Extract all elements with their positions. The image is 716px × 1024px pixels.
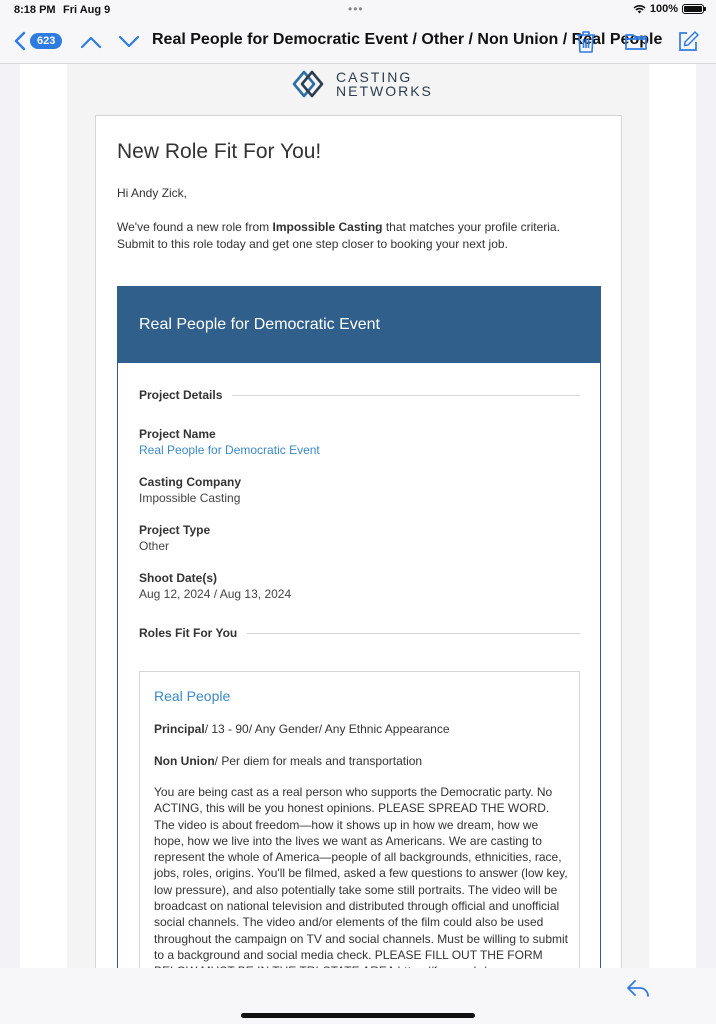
email-card <box>95 115 622 975</box>
message-body[interactable] <box>20 64 696 968</box>
mail-toolbar <box>0 22 716 64</box>
logo-line1: CASTING <box>336 69 413 85</box>
battery-percent: 100% <box>649 3 678 15</box>
project-type-value: Other <box>139 539 170 553</box>
role-type-bold: Principal <box>154 722 205 736</box>
project-name-link[interactable]: Real People for Democratic Event <box>139 443 320 457</box>
project-name-label: Project Name <box>139 427 216 441</box>
trash-button[interactable] <box>575 30 597 59</box>
move-to-folder-button[interactable] <box>624 30 648 57</box>
back-chevron-icon <box>14 31 26 51</box>
casting-company-label: Casting Company <box>139 475 242 489</box>
up-chevron-icon <box>80 32 102 52</box>
down-chevron-icon <box>118 32 140 52</box>
status-time: 8:18 PM <box>14 4 56 16</box>
role-card <box>139 671 580 1011</box>
role-union-line <box>154 754 422 768</box>
intro-company: Impossible Casting <box>272 220 383 234</box>
status-bar <box>0 0 716 22</box>
folder-icon <box>624 30 648 52</box>
email-heading: New Role Fit For You! <box>117 140 322 163</box>
project-type-label: Project Type <box>139 523 211 537</box>
section-divider <box>247 633 580 634</box>
compose-button[interactable] <box>677 30 699 57</box>
shoot-dates-label: Shoot Date(s) <box>139 571 217 585</box>
project-details-section <box>139 388 580 402</box>
logo-line2: NETWORKS <box>336 83 433 99</box>
next-message-button[interactable] <box>118 32 140 57</box>
role-name-link[interactable]: Real People <box>154 688 231 704</box>
status-right <box>633 3 704 15</box>
casting-company-value: Impossible Casting <box>139 491 241 505</box>
roles-heading: Roles Fit For You <box>139 626 238 640</box>
role-union-bold: Non Union <box>154 754 215 768</box>
compose-icon <box>677 30 699 52</box>
roles-section <box>139 626 580 640</box>
greeting: Hi Andy Zick, <box>117 186 188 200</box>
wifi-icon <box>633 4 646 14</box>
battery-icon <box>682 4 704 14</box>
project-title-header: Real People for Democratic Event <box>118 286 600 363</box>
role-type-rest: / 13 - 90/ Any Gender/ Any Ethnic Appearance <box>204 722 450 736</box>
project-box <box>117 286 601 986</box>
casting-networks-logo <box>288 68 433 100</box>
role-union-rest: / Per diem for meals and transportation <box>214 754 423 768</box>
reply-icon <box>626 978 650 998</box>
intro-pre: We've found a new role from <box>117 220 273 234</box>
role-type-line <box>154 722 450 736</box>
trash-icon <box>575 30 597 54</box>
back-button[interactable] <box>14 31 62 51</box>
reply-button[interactable] <box>626 978 650 1003</box>
message-subject: Real People for Democratic Event / Other / Non Union / Real People <box>152 31 663 48</box>
bottom-toolbar <box>0 968 716 1024</box>
shoot-dates-value: Aug 12, 2024 / Aug 13, 2024 <box>139 587 292 601</box>
section-divider <box>232 395 580 396</box>
role-description: You are being cast as a real person who supports the Democratic party. No ACTING, this will be you honest opinions. PLEASE SPREAD THE WORD. The video is about freedom—how it shows up in how we dream, how we hope, how we live into the lives we want as Americans. We are casting to represent the whole of America—people of all backgrounds, ethnicities, race, jobs, roles, origins. You'll be filmed, asked a few questions to answer (low key, low pressure), and also potentially take some still portraits. The video will be broadcast on national television and distributed through official and unofficial social channels. The video and/or elements of the film could also be used throughout the campaign on TV and social channels. Must be willing to submit to a background and social media check. PLEASE FILL OUT THE FORM <box>154 785 569 962</box>
previous-message-button[interactable] <box>80 32 102 57</box>
casting-networks-logo-icon <box>288 68 328 100</box>
unread-count-badge: 623 <box>30 33 62 49</box>
intro-text <box>117 219 587 253</box>
multitasking-dots-icon[interactable]: ••• <box>348 2 364 16</box>
home-indicator[interactable] <box>241 1013 475 1018</box>
project-details-heading: Project Details <box>139 388 223 402</box>
intro-post: that matches your profile criteria. Submit to this role today and get one step closer to booking your next job. <box>117 220 560 251</box>
status-date: Fri Aug 9 <box>63 4 111 16</box>
